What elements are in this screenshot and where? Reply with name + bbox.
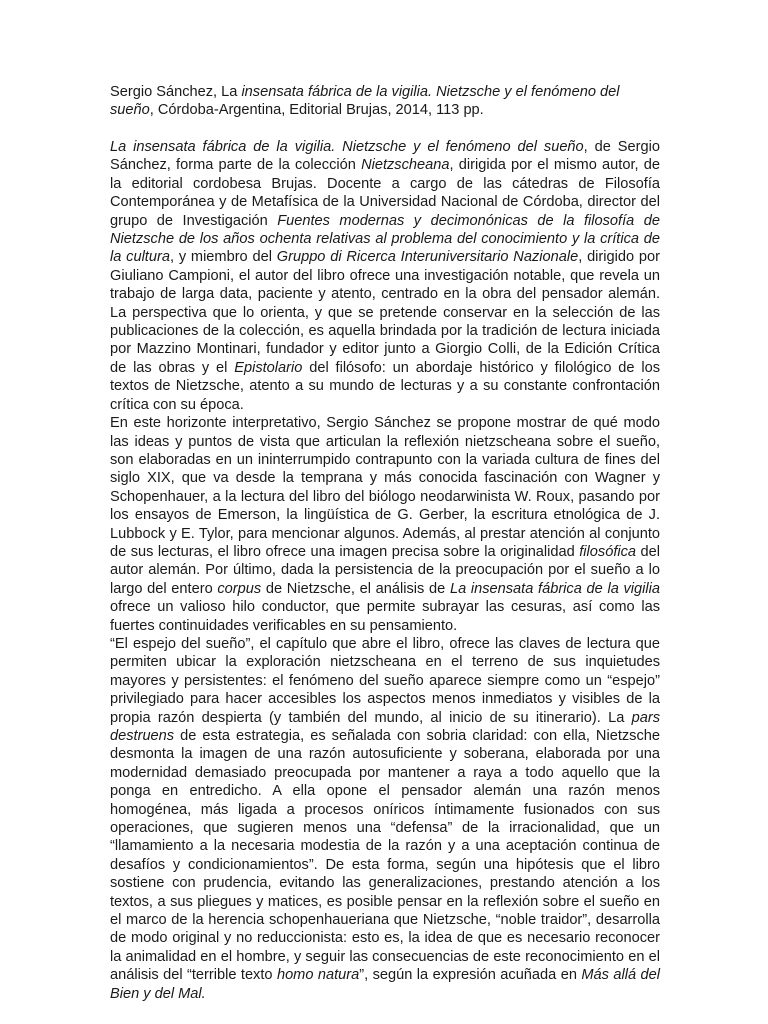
italic-run: corpus [217, 580, 262, 597]
paragraph-2 [110, 414, 660, 635]
text-run: del filósofo: un abordaje histórico y filológico de los textos de Nietzsche, atento a su mundo de lecturas y a su constante confrontación crítica con su época. [110, 359, 661, 413]
book-citation [110, 83, 660, 120]
text-run: de Nietzsche, el análisis de [261, 580, 450, 597]
text-run: de esta estrategia, es señalada con sobria claridad: con ella, Nietzsche desmonta la imagen de una razón autosuficiente y soberana, elaborada por una modernidad demasiado preocupada por mantener a raya a todo aquello que la ponga en entredicho. A ella opone el pensador alemán una razón menos homogénea, más ligada a procesos oníricos íntimamente fusionados con sus operaciones, que sugieren menos una “defensa” de la irracionalidad, que un “llamamiento a la necesaria modestia de la razón y a una aceptación continua de desafíos y condicionamientos”. De esta forma, según una hipótesis que el libro sostiene con prudencia, evitando las generalizaciones, prestando atención a los textos, a sus pliegues y matices, es posible pensar en la reflexión sobre el sueño en el marco de la herencia schopenhaueriana que Nietzsche, “noble traidor”, desarrolla de modo original y no reduccionista: esto es, la idea de que es necesario reconocer la animalidad en el hombre, y seguir las consecuencias de este reconocimiento en el análisis del “terrible texto [110, 728, 660, 984]
italic-run: filosófica [579, 543, 637, 560]
citation-title: insensata fábrica de la vigilia. Nietzsche y el fenómeno del sueño [110, 84, 620, 119]
italic-run: homo natura [276, 967, 360, 984]
italic-run: La insensata fábrica de la vigilia. Nietzsche y el fenómeno del sueño [110, 139, 584, 155]
text-run: , dirigida por el mismo autor, de la editorial cordobesa Brujas. Docente a cargo de las cátedras de Filosofía Contemporánea y de Metafísica de la Universidad Nacional de Córdoba, director del grupo de Investigación [110, 157, 660, 229]
text-run: , de Sergio Sánchez, forma parte de la colección [110, 139, 660, 174]
citation-author: Sergio Sánchez, La [110, 84, 242, 100]
text-run: “El espejo del sueño”, el capítulo que abre el libro, ofrece las claves de lectura que permiten ubicar la exploración nietzscheana en el terreno de sus inquietudes mayores y persistentes: el fenómeno del sueño aparece siempre como un “espejo” privilegiado para hacer accesibles los aspectos menos inmediatos y visibles de la propia razón despierta (y también del mundo, al inicio de su itinerario). La [110, 635, 660, 726]
text-run: , y miembro del [169, 249, 277, 266]
citation-publication-info: , Córdoba-Argentina, Editorial Brujas, 2014, 113 pp. [149, 102, 484, 119]
italic-run: pars destruens [110, 709, 660, 744]
italic-run: Epistolario [234, 359, 303, 376]
text-run: , dirigido por Giuliano Campioni, el autor del libro ofrece una investigación notable, que revela un trabajo de larga data, paciente y atento, centrado en la obra del pensador alemán. La perspectiva que lo orienta, y que se pretende conservar en la selección de las publicaciones de la colección, es aquella brindada por la tradición de lectura iniciada por Mazzino Montinari, fundador y editor junto a Giorgio Colli, de la Edición Crítica de las obras y el [110, 249, 661, 376]
italic-run: Nietzscheana [361, 157, 450, 174]
italic-run: Más allá del Bien y del Mal. [110, 967, 660, 1002]
paragraph-3 [110, 635, 660, 1003]
italic-run: Gruppo di Ricerca Interuniversitario Nazionale [276, 249, 579, 266]
italic-run: La insensata fábrica de la vigilia [449, 580, 660, 597]
text-run: En este horizonte interpretativo, Sergio Sánchez se propone mostrar de qué modo las ideas y puntos de vista que articulan la reflexión nietzscheana sobre el sueño, son elaboradas en un ininterrumpido contrapunto con la variada cultura de fines del siglo XIX, que va desde la temprana y más conocida fascinación con Wagner y Schopenhauer, a la lectura del libro del biólogo neodarwinista W. Roux, pasando por los ensayos de Emerson, la lingüística de G. Gerber, la escritura etnológica de J. Lubbock y E. Tylor, para mencionar algunos. Además, al prestar atención al conjunto de sus lecturas, el libro ofrece una imagen precisa sobre la originalidad [110, 415, 660, 560]
text-run: ofrece un valioso hilo conductor, que permite subrayar las cesuras, así como las fuertes continuidades verificables en su pensamiento. [110, 599, 660, 634]
text-run: del autor alemán. Por último, dada la persistencia de la preocupación por el sueño a lo largo del entero [110, 543, 660, 597]
paragraph-1 [110, 138, 660, 414]
review-body [110, 138, 660, 1003]
italic-run: Fuentes modernas y decimonónicas de la filosofía de Nietzsche de los años ochenta relativas al problema del conocimiento y la crítica de la cultura [110, 212, 660, 266]
text-run: ”, según la expresión acuñada en [359, 967, 582, 984]
